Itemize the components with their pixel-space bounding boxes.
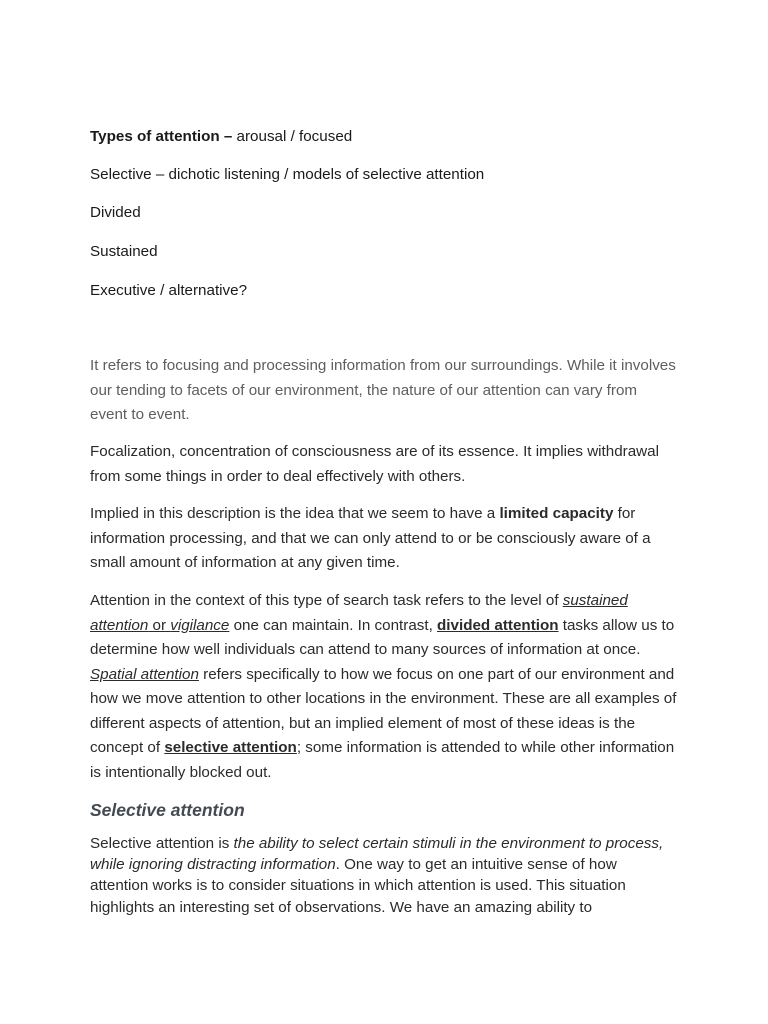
outline-title-bold: Types of attention –: [90, 128, 233, 145]
p5-text-c: . One way to get an intuitive sense of how attention works is to consider situations in which attention is used. This situation highlights an interesting set of observations. We have an amazing ability to: [90, 856, 626, 916]
p4-text-i: refers specifically to how we focus on one part of our environment and how we move attention to other locations in the environment. These are all examples of different aspects of attention, but an implied element of most of these ideas is the concept of: [90, 665, 677, 756]
paragraph-limited-capacity: [90, 502, 678, 576]
outline-item-selective: Selective – dichotic listening / models of selective attention: [90, 166, 485, 183]
paragraph-focalization: Focalization, concentration of consciousness are of its essence. It implies withdrawal from some things in order to deal effectively with others.: [90, 443, 659, 485]
selective-attention-definition: the ability to select certain stimuli in the environment to process, while ignoring distracting information: [90, 835, 664, 874]
p4-text-k: ; some information is attended to while other information is intentionally blocked out.: [90, 739, 675, 781]
p4-text-or: or: [148, 616, 171, 634]
paragraph-attention-types: [90, 589, 678, 785]
paragraph-definition: It refers to focusing and processing information from our surroundings. While it involves our tending to facets of our environment, the nature of our attention can vary from event to event.: [90, 357, 676, 423]
p3-text-a: Implied in this description is the idea that we seem to have a: [90, 505, 500, 522]
vigilance-term: vigilance: [170, 616, 230, 634]
p5-text-a: Selective attention is: [90, 835, 234, 852]
p4-text-e: one can maintain. In contrast,: [229, 616, 438, 634]
spatial-attention-term: Spatial attention: [90, 665, 199, 683]
outline-item-executive: Executive / alternative?: [90, 282, 248, 299]
sustained-attention-term: sustained attention: [90, 592, 628, 634]
p4-text-g: tasks allow us to determine how well individuals can attend to many sources of information at once.: [90, 616, 675, 658]
divided-attention-term: divided attention: [437, 616, 559, 634]
section-heading: Selective attention: [90, 800, 245, 820]
paragraph-selective-attention: [90, 833, 678, 918]
p4-text-a: Attention in the context of this type of search task refers to the level of: [90, 592, 563, 609]
limited-capacity-term: limited capacity: [499, 505, 614, 522]
p3-text-c: for information processing, and that we can only attend to or be consciously aware of a small amount of information at any given time.: [90, 505, 651, 571]
outline-item-divided: Divided: [90, 204, 141, 221]
selective-attention-term: selective attention: [164, 739, 297, 756]
outline-title: [90, 127, 352, 147]
outline-item-sustained: Sustained: [90, 243, 158, 260]
outline-title-rest: arousal / focused: [232, 128, 353, 145]
